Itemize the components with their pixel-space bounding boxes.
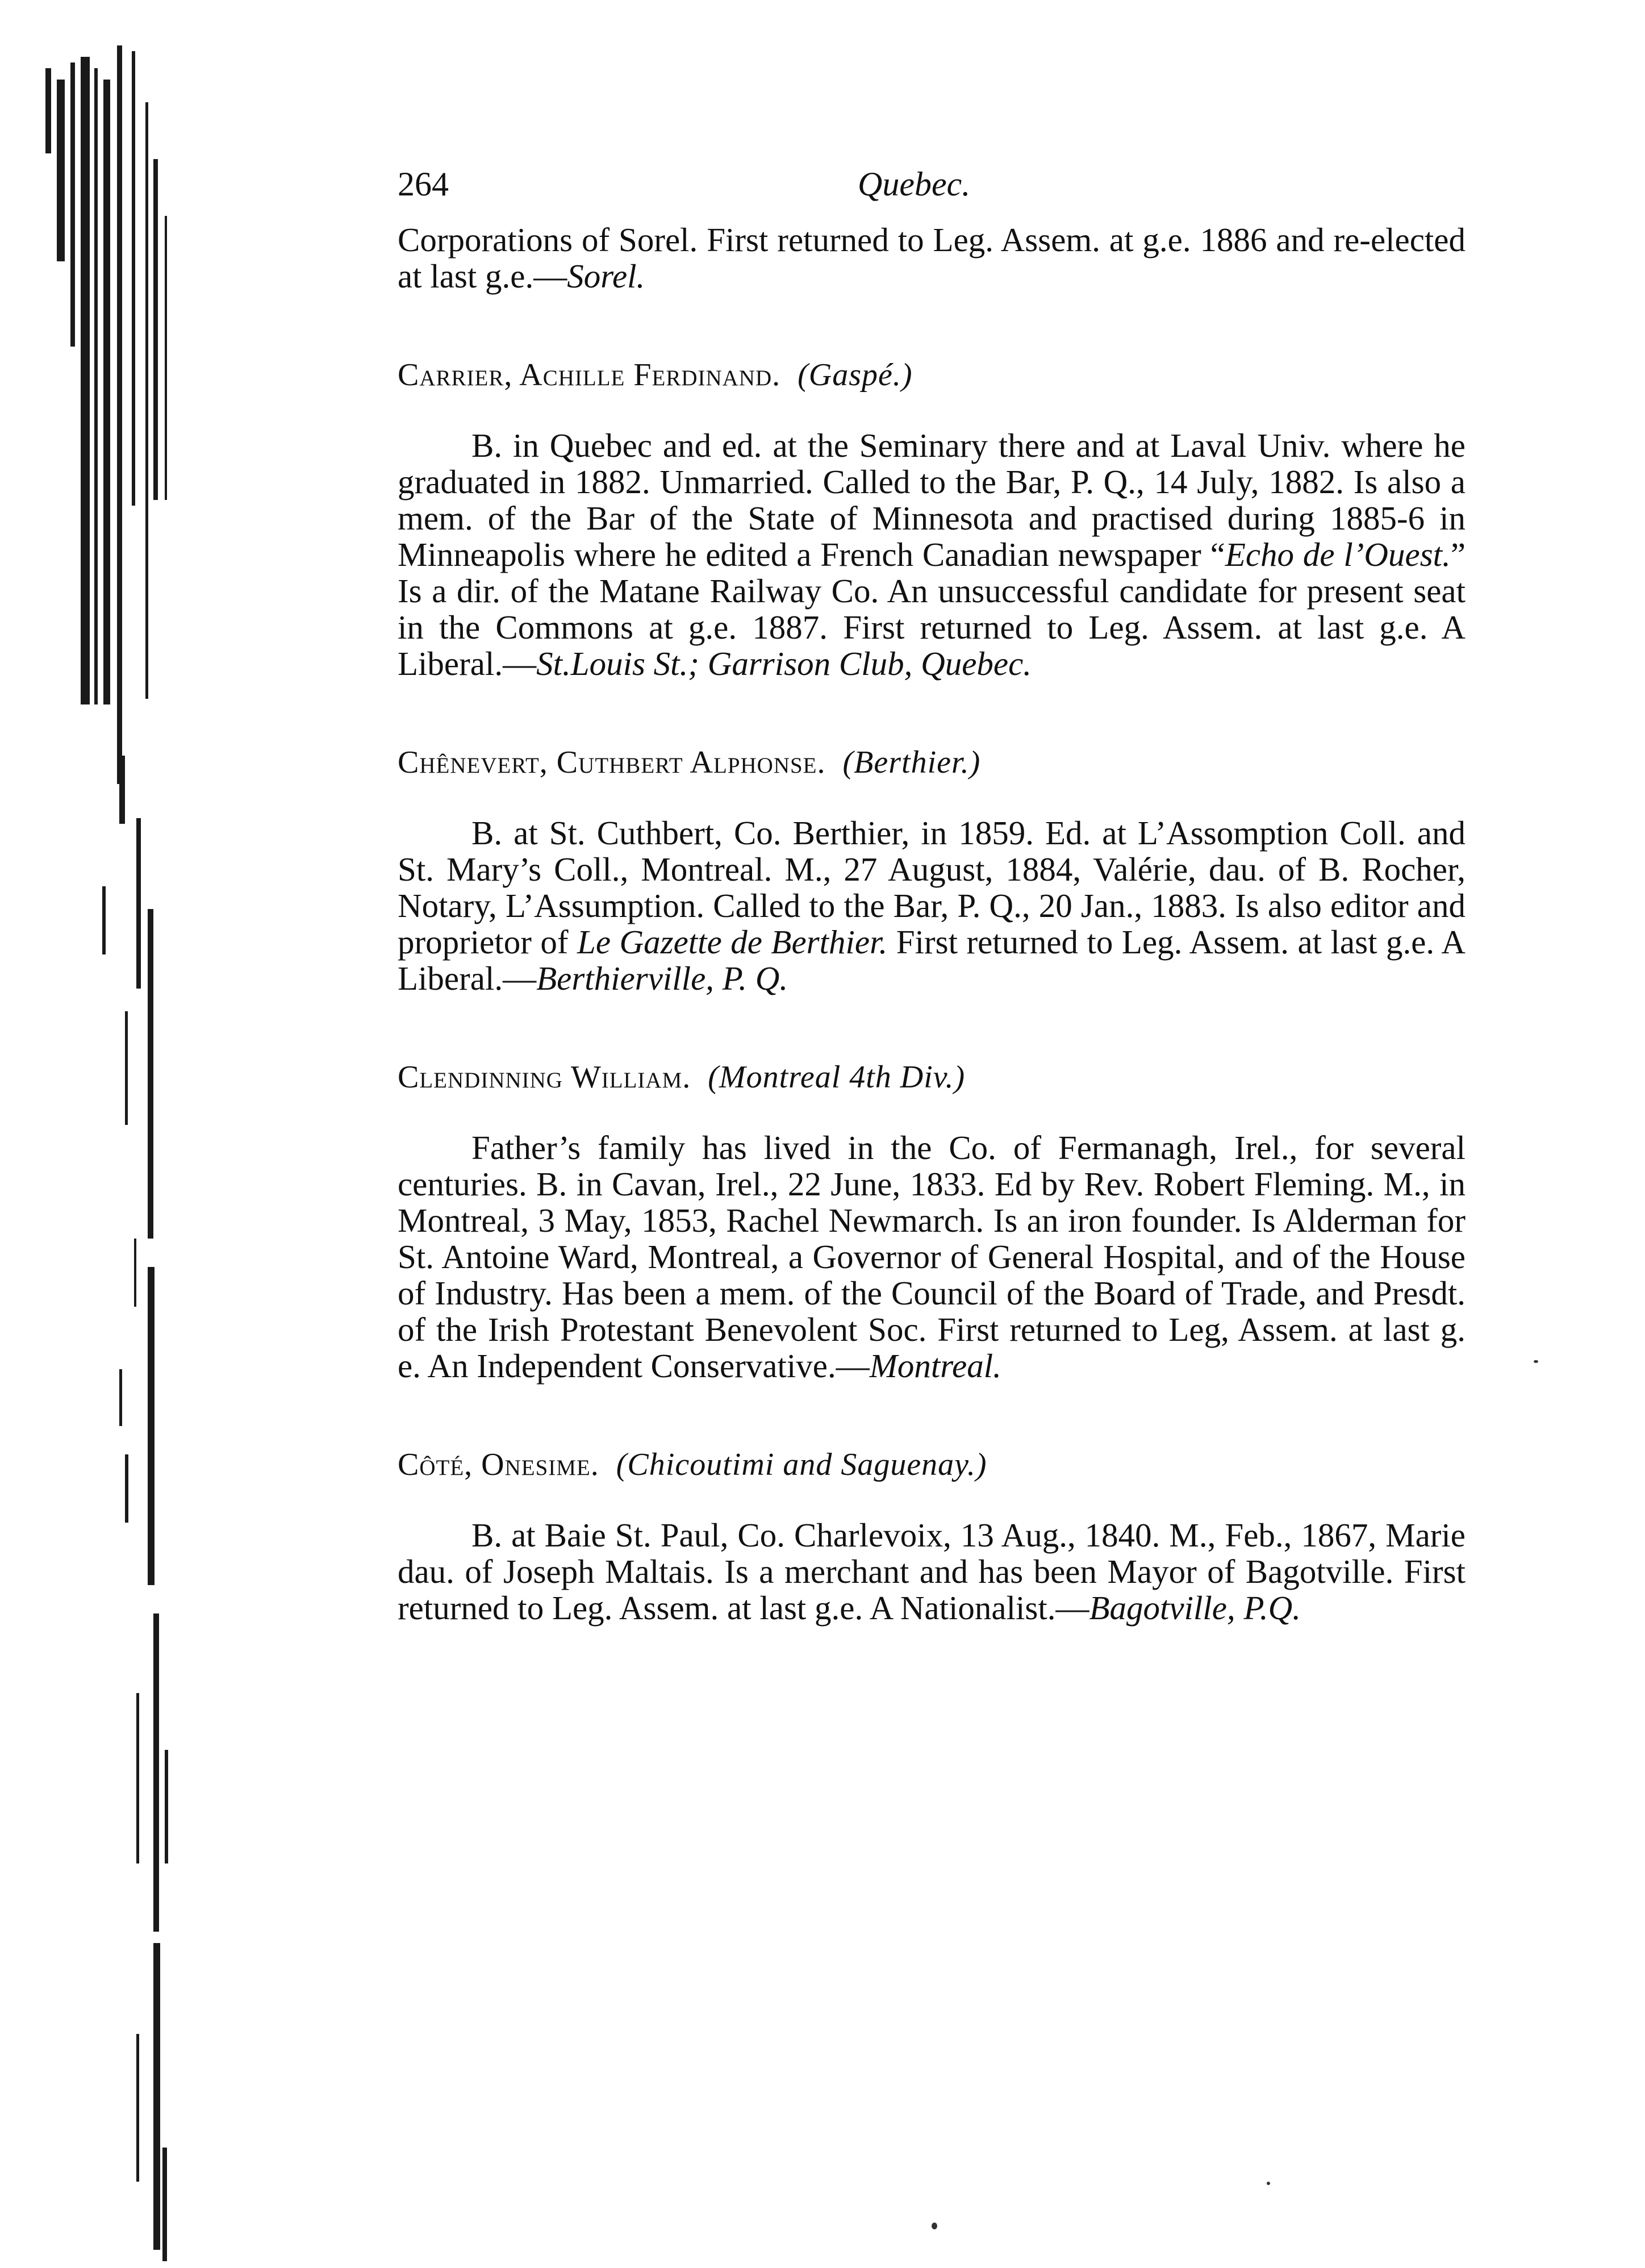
member-address: St.Louis St.; Garrison Club, Quebec. [536, 645, 1032, 682]
entry-biography [398, 427, 1466, 682]
scan-speck [1534, 1360, 1538, 1363]
constituency: (Chicoutimi and Saguenay.) [616, 1447, 987, 1482]
entry-biography [398, 1517, 1466, 1626]
constituency: (Berthier.) [842, 745, 981, 780]
continuation-address: Sorel. [567, 257, 645, 295]
bio-italic: Echo de l’Ouest. [1225, 536, 1451, 573]
bio-text: B. at St. Cuthbert, Co. Berthier, in 1859. Ed. at L’Assomption Coll. and St. Mary’s Coll., Montreal. M., 27 August, 1884, Valérie, dau. of B. Rocher, Notary, L’Assumption. Called to the Bar, P. Q., 20 Jan., 1883. Is also editor and proprietor of [398, 814, 1466, 961]
member-name: Carrier, Achille Ferdinand. [398, 357, 781, 393]
member-name: Chênevert, Cuthbert Alphonse. [398, 745, 826, 780]
entry-heading [398, 744, 1466, 781]
entry-biography [398, 1129, 1466, 1384]
constituency: (Montreal 4th Div.) [708, 1060, 966, 1095]
scan-speck [1267, 2182, 1270, 2185]
member-name: Côté, Onesime. [398, 1447, 599, 1482]
bio-italic: Le Gazette de Berthier. [577, 923, 888, 961]
page-number: 264 [398, 165, 449, 203]
bio-text: Father’s family has lived in the Co. of Fermanagh, Irel., for several centuries. B. in Cavan, Irel., 22 June, 1833. Ed by Rev. Robert Fleming. M., in Montreal, 3 May, 1853, Rachel Newmarch. Is an iron founder. Is Alderman for St. Antoine Ward, Montreal, a Governor of General Hospital, and of the House of Industry. Has been a mem. of the Council of the Board of Trade, and Presdt. of the Irish Protestant Benevolent Soc. First returned to Leg, Assem. at last g. e. An Independent Conservative.— [398, 1129, 1466, 1385]
continuation-text: Corporations of Sorel. First returned to Leg. Assem. at g.e. 1886 and re-elected at last g.e.— [398, 221, 1466, 295]
running-head [398, 165, 1466, 222]
member-address: Berthierville, P. Q. [536, 960, 788, 997]
member-address: Montreal. [869, 1347, 1001, 1385]
entry-heading [398, 1446, 1466, 1483]
scan-gutter-artifact [34, 45, 182, 2250]
book-page [398, 165, 1466, 1626]
member-address: Bagotville, P.Q. [1089, 1589, 1301, 1627]
running-title: Quebec. [858, 165, 971, 203]
entry-heading [398, 357, 1466, 393]
continuation-paragraph [398, 222, 1466, 294]
scan-speck [932, 2223, 937, 2229]
bio-text-rest: First returned to Leg. Assem. at last g.e. A Liberal.— [398, 923, 1466, 997]
member-name: Clendinning William. [398, 1060, 691, 1095]
constituency: (Gaspé.) [798, 357, 913, 393]
bio-text: B. at Baie St. Paul, Co. Charlevoix, 13 Aug., 1840. M., Feb., 1867, Marie dau. of Joseph Maltais. Is a merchant and has been Mayor of Bagotville. First returned to Leg. Assem. at last g.e. A Nationalist.— [398, 1516, 1466, 1627]
entry-heading [398, 1059, 1466, 1095]
bio-text: B. in Quebec and ed. at the Seminary there and at Laval Univ. where he graduated in 1882. Unmarried. Called to the Bar, P. Q., 14 July, 1882. Is also a mem. of the Bar of the State of Minnesota and practised during 1885-6 in Minneapolis where he edited a French Canadian newspaper “ [398, 427, 1466, 573]
bio-text-rest: ” Is a dir. of the Matane Railway Co. An unsuccessful candidate for present seat in the Commons at g.e. 1887. First returned to Leg. Assem. at last g.e. A Liberal.— [398, 536, 1466, 682]
entry-biography [398, 815, 1466, 997]
